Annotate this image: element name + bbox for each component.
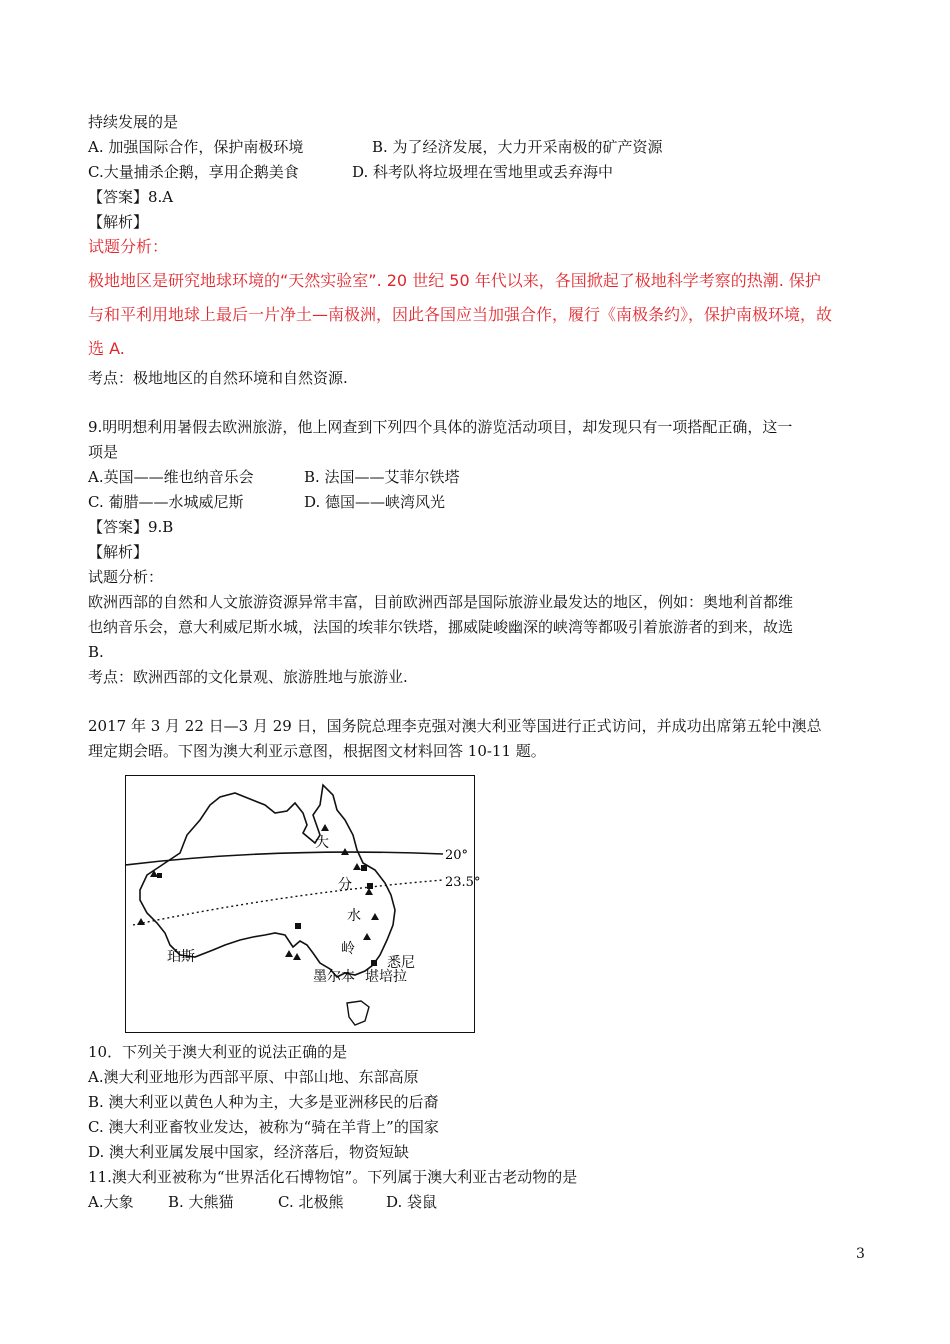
q8-stem-tail: 持续发展的是 xyxy=(88,113,179,131)
q9-analysis-line: 欧洲西部的自然和人文旅游资源异常丰富，目前欧洲西部是国际旅游业最发达的地区，例如：奥地利首都维 xyxy=(88,593,794,611)
australia-map xyxy=(125,775,481,1033)
q8-analysis-title: 试题分析： xyxy=(88,237,169,256)
q11-option-d: D. 袋鼠 xyxy=(386,1193,438,1211)
city-label-perth: 珀斯 xyxy=(167,949,195,965)
q8-analysis-line: 极地地区是研究地球环境的“天然实验室”. 20 世纪 50 年代以来，各国掀起了极地科学考察的热潮. 保护 xyxy=(88,271,821,290)
q9-stem: 项是 xyxy=(88,443,119,461)
q9-option-a: A.英国——维也纳音乐会 xyxy=(88,468,254,486)
q9-stem: 9.明明想利用暑假去欧洲旅游，他上网查到下列四个具体的游览活动项目，却发现只有一项搭配正确，这一 xyxy=(88,418,793,436)
range-label-char: 分 xyxy=(338,877,352,893)
q9-analysis-label: 【解析】 xyxy=(88,543,149,561)
q8-analysis-line: 选 A. xyxy=(88,339,125,358)
q11-stem: 11.澳大利亚被称为“世界活化石博物馆”。下列属于澳大利亚古老动物的是 xyxy=(88,1168,578,1186)
q11-option-a: A.大象 xyxy=(88,1193,134,1211)
q8-answer: 【答案】8.A xyxy=(88,188,174,206)
city-label-melbourne: 墨尔本 xyxy=(313,969,355,985)
map-frame xyxy=(126,776,475,1033)
q10-stem: 10．下列关于澳大利亚的说法正确的是 xyxy=(88,1043,348,1061)
intro-line: 理定期会晤。下图为澳大利亚示意图，根据图文材料回答 10-11 题。 xyxy=(88,742,546,760)
q8-option-b: B. 为了经济发展，大力开采南极的矿产资源 xyxy=(372,138,663,156)
q9-analysis-line: B. xyxy=(88,643,104,661)
q9-analysis-line: 也纳音乐会，意大利威尼斯水城，法国的埃菲尔铁塔，挪威陡峻幽深的峡湾等都吸引着旅游者的到来，故选 xyxy=(88,618,794,636)
q9-option-d: D. 德国——峡湾风光 xyxy=(304,493,446,511)
q8-analysis-line: 与和平利用地球上最后一片净土—南极洲，因此各国应当加强合作，履行《南极条约》，保护南极环境，故 xyxy=(88,305,833,324)
label-23-5deg: 23.5° xyxy=(445,875,481,890)
range-label-char: 水 xyxy=(347,908,361,924)
label-20deg: 20° xyxy=(445,848,469,863)
q8-option-c: C.大量捕杀企鹅，享用企鹅美食 xyxy=(88,163,299,181)
q8-analysis-label: 【解析】 xyxy=(88,213,149,231)
q10-option-d: D. 澳大利亚属发展中国家，经济落后，物资短缺 xyxy=(88,1143,410,1161)
page-number: 3 xyxy=(856,1246,865,1262)
intro-line: 2017 年 3 月 22 日—3 月 29 日，国务院总理李克强对澳大利亚等国进行正式访问，并成功出席第五轮中澳总 xyxy=(88,717,822,735)
q9-kaodian: 考点：欧洲西部的文化景观、旅游胜地与旅游业. xyxy=(88,668,408,686)
range-label-char: 大 xyxy=(315,835,329,851)
range-label-char: 岭 xyxy=(341,941,355,957)
q11-option-b: B. 大熊猫 xyxy=(168,1193,234,1211)
q10-option-b: B. 澳大利亚以黄色人种为主，大多是亚洲移民的后裔 xyxy=(88,1093,439,1111)
q10-option-c: C. 澳大利亚畜牧业发达，被称为“骑在羊背上”的国家 xyxy=(88,1118,439,1136)
q8-option-a: A. 加强国际合作，保护南极环境 xyxy=(88,138,304,156)
q9-option-c: C. 葡腊——水城威尼斯 xyxy=(88,493,244,511)
q8-option-d: D. 科考队将垃圾埋在雪地里或丢弃海中 xyxy=(352,163,614,181)
q9-analysis-title: 试题分析： xyxy=(88,568,164,586)
q9-answer: 【答案】9.B xyxy=(88,518,174,536)
city-label-canberra: 堪培拉 xyxy=(365,969,407,985)
q9-option-b: B. 法国——艾菲尔铁塔 xyxy=(304,468,460,486)
q10-option-a: A.澳大利亚地形为西部平原、中部山地、东部高原 xyxy=(88,1068,419,1086)
city-label-sydney: 悉尼 xyxy=(387,955,415,971)
q11-option-c: C. 北极熊 xyxy=(278,1193,344,1211)
q8-kaodian: 考点：极地地区的自然环境和自然资源. xyxy=(88,369,348,387)
